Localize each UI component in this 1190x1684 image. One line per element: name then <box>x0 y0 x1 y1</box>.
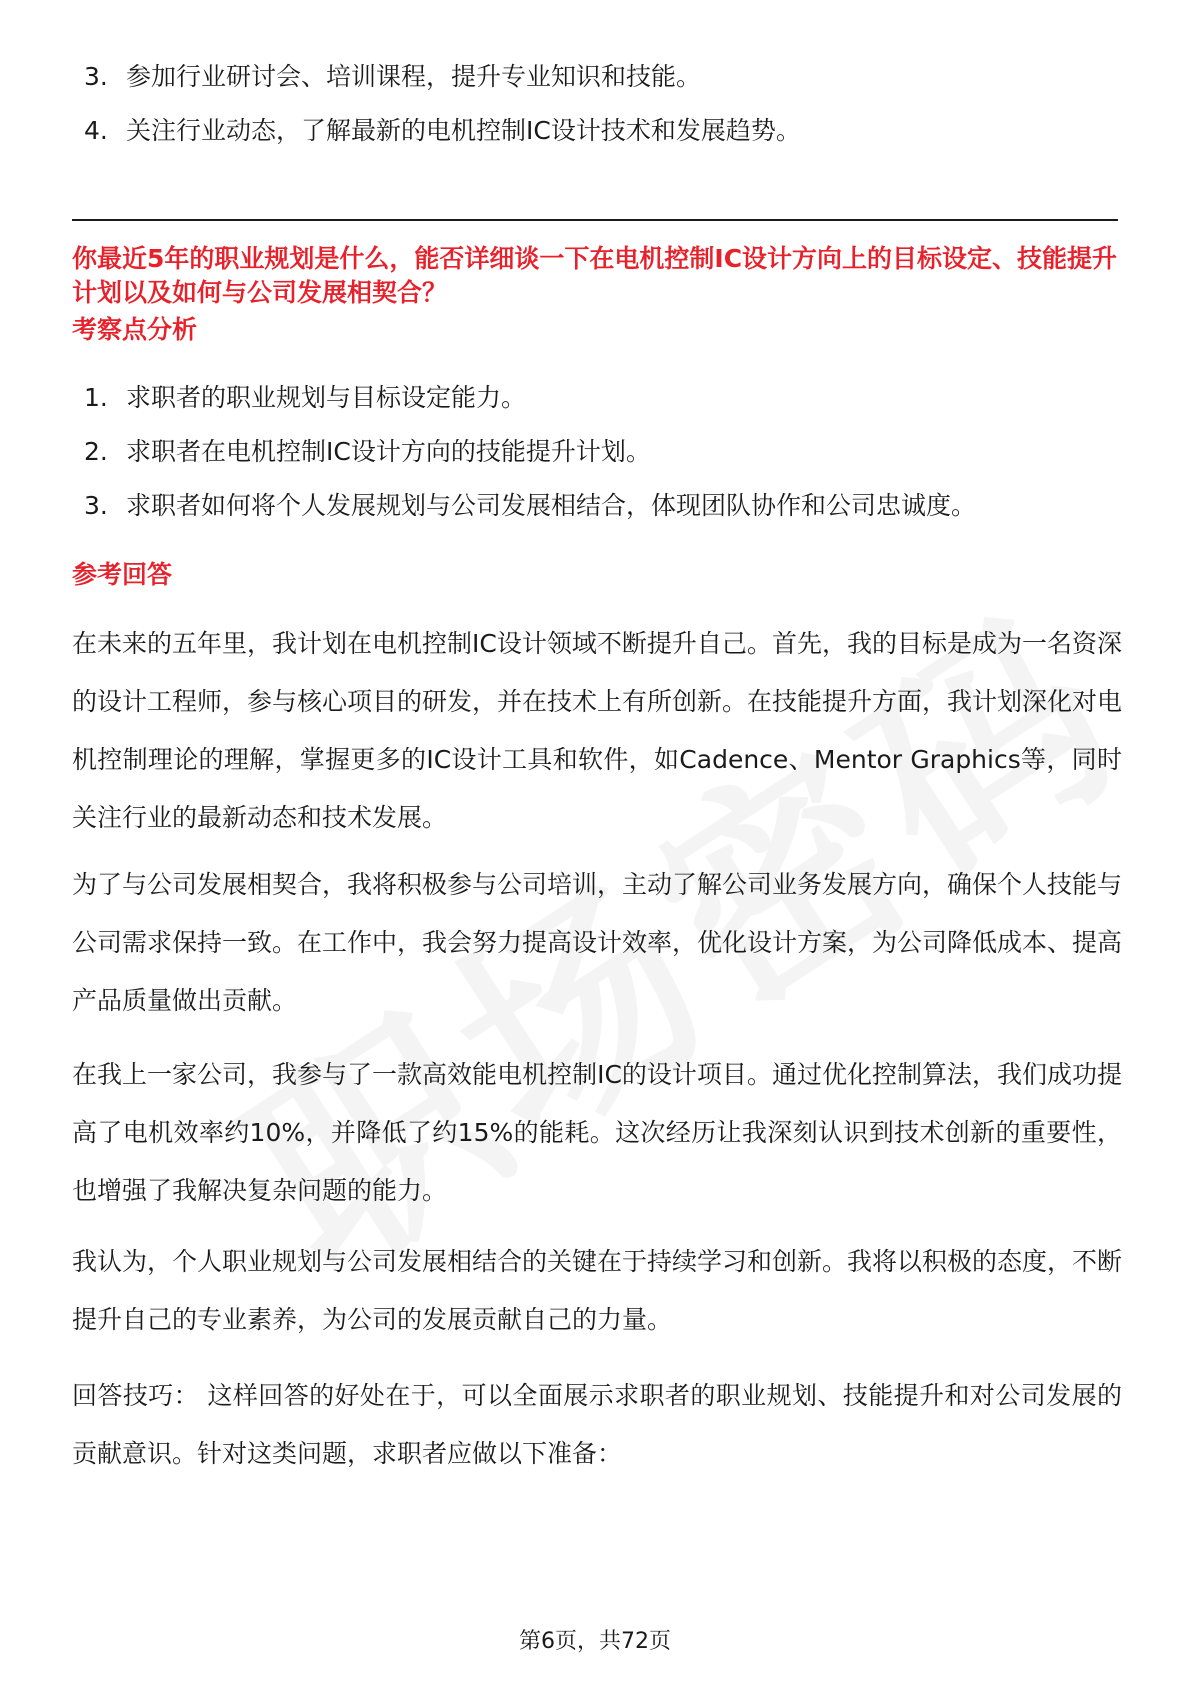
analysis-title: 考察点分析 <box>72 315 198 344</box>
answer-paragraph: 为了与公司发展相契合，我将积极参与公司培训，主动了解公司业务发展方向，确保个人技能与公司需求保持一致。在工作中，我会努力提高设计效率，优化设计方案，为公司降低成本、提高产品质量做出贡献。 <box>72 870 1123 1015</box>
list-item-text: 求职者在电机控制IC设计方向的技能提升计划。 <box>126 437 651 466</box>
list-item <box>84 433 976 470</box>
analysis-list <box>84 379 976 524</box>
list-item <box>84 112 801 149</box>
list-item-number: 3. <box>84 62 108 91</box>
list-item-text: 关注行业动态，了解最新的电机控制IC设计技术和发展趋势。 <box>126 116 801 145</box>
list-item-text: 参加行业研讨会、培训课程，提升专业知识和技能。 <box>126 62 702 91</box>
list-item-number: 2. <box>84 437 108 466</box>
section-divider <box>72 219 1118 221</box>
question-heading: 你最近5年的职业规划是什么，能否详细谈一下在电机控制IC设计方向上的目标设定、技能提升计划以及如何与公司发展相契合？ <box>72 244 1118 307</box>
list-item <box>84 379 976 416</box>
list-item-number: 1. <box>84 383 108 412</box>
answer-paragraph: 我认为，个人职业规划与公司发展相结合的关键在于持续学习和创新。我将以积极的态度，不断提升自己的专业素养，为公司的发展贡献自己的力量。 <box>72 1247 1123 1334</box>
list-item-text: 求职者如何将个人发展规划与公司发展相结合，体现团队协作和公司忠诚度。 <box>126 491 977 520</box>
answer-title: 参考回答 <box>72 560 173 589</box>
list-item <box>84 58 801 95</box>
answer-paragraph: 在未来的五年里，我计划在电机控制IC设计领域不断提升自己。首先，我的目标是成为一名资深的设计工程师，参与核心项目的研发，并在技术上有所创新。在技能提升方面，我计划深化对电机控制理论的理解，掌握更多的IC设计工具和软件，如Cadence、Mentor Graphics等，同时关注行业的最新动态和技术发展。 <box>72 629 1123 832</box>
list-item-number: 3. <box>84 491 108 520</box>
page-number: 第6页，共72页 <box>519 1629 671 1654</box>
answer-paragraph: 在我上一家公司，我参与了一款高效能电机控制IC的设计项目。通过优化控制算法，我们成功提高了电机效率约10%，并降低了约15%的能耗。这次经历让我深刻认识到技术创新的重要性，也增强了我解决复杂问题的能力。 <box>72 1060 1122 1205</box>
list-item-text: 求职者的职业规划与目标设定能力。 <box>126 383 527 412</box>
list-item-number: 4. <box>84 116 108 145</box>
top-list <box>84 58 801 149</box>
list-item <box>84 487 976 524</box>
answer-tips-paragraph: 回答技巧： 这样回答的好处在于，可以全面展示求职者的职业规划、技能提升和对公司发展的贡献意识。针对这类问题，求职者应做以下准备： <box>72 1381 1122 1468</box>
